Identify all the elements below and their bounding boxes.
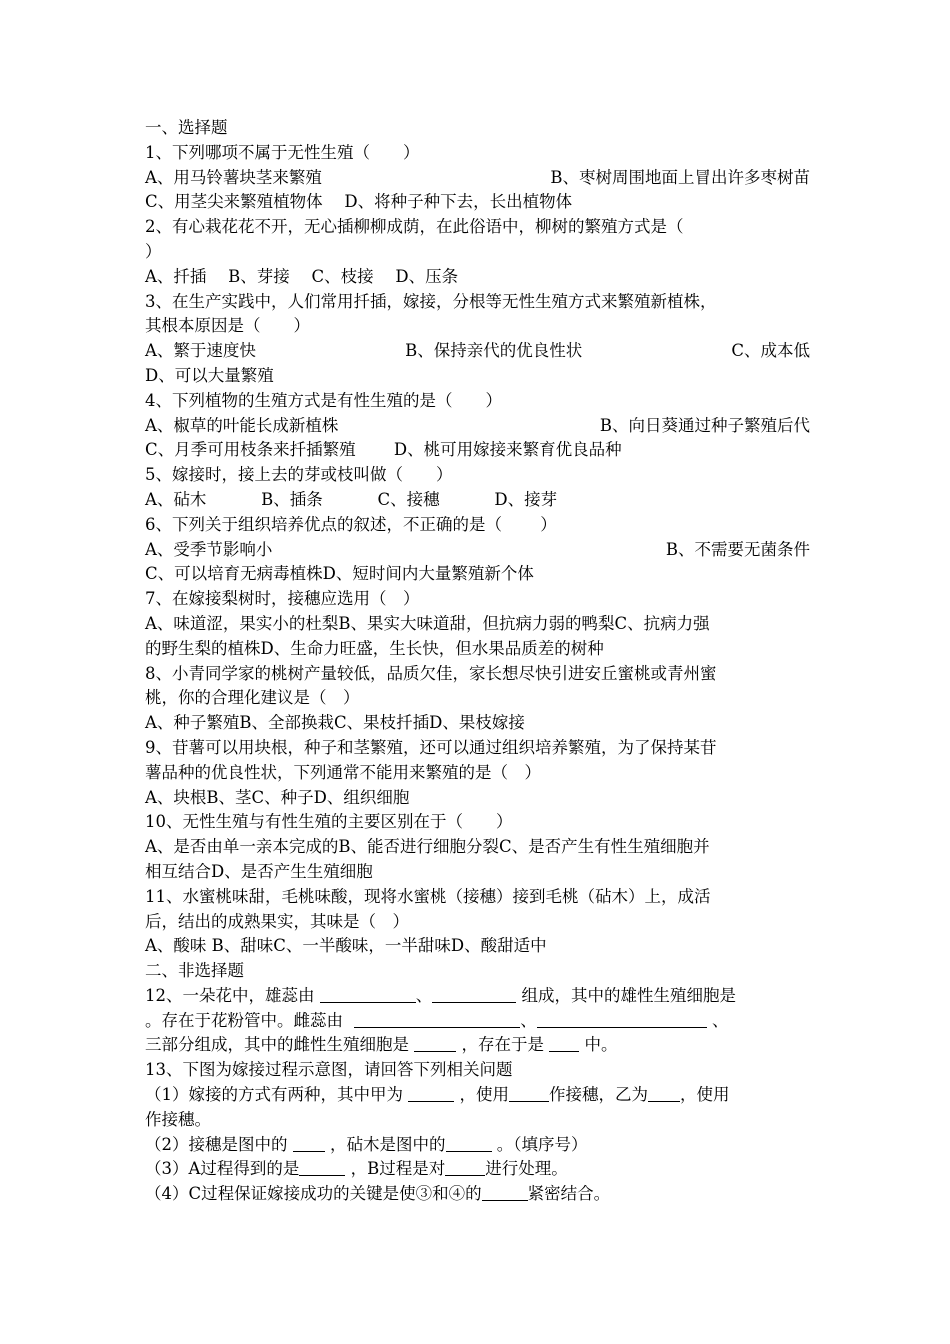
blank[interactable] — [482, 1184, 528, 1201]
text-line: 相互结合D、是否产生生殖细胞 — [145, 861, 373, 881]
option-text: B、枣树周围地面上冒出许多枣树苗 — [550, 167, 810, 187]
text-line: 1、下列哪项不属于无性生殖（ ） — [145, 142, 420, 162]
q13-text: （3）A过程得到的是 — [145, 1159, 300, 1179]
option-text: B、不需要无菌条件 — [665, 539, 810, 559]
q13-text: 紧密结合。 — [527, 1184, 611, 1204]
question-lines — [145, 116, 810, 984]
blank[interactable] — [648, 1085, 680, 1102]
q13-part-1-cont: 作接穗。 — [145, 1109, 211, 1129]
q12-text: 、 — [520, 1010, 537, 1030]
text-line: 9、苷薯可以用块根，种子和茎繁殖，还可以通过组织培养繁殖，为了保持某苷 — [145, 737, 717, 757]
q13-text: ，使用 — [680, 1085, 730, 1105]
blank[interactable] — [537, 1011, 707, 1028]
text-line: 二、非选择题 — [145, 961, 244, 981]
option-text: B、保持亲代的优良性状 — [405, 341, 583, 361]
text-line — [145, 339, 810, 364]
text-line: 5、嫁接时，接上去的芽或枝叫做（ ） — [145, 465, 453, 485]
blank[interactable] — [320, 986, 416, 1003]
option-text: A、受季节影响小 — [145, 539, 273, 559]
text-line: 7、在嫁接梨树时，接穗应选用（ ） — [145, 589, 420, 609]
q13-text: （1）嫁接的方式有两种，其中甲为 — [145, 1085, 409, 1105]
text-line: D、可以大量繁殖 — [145, 365, 274, 385]
blank[interactable] — [432, 986, 516, 1003]
text-line: 10、无性生殖与有性生殖的主要区别在于（ ） — [145, 812, 513, 832]
text-line: A、种子繁殖B、全部换栽C、果枝扦插D、果枝嫁接 — [145, 713, 525, 733]
q12-text: 三部分组成，其中的雌性生殖细胞是 — [145, 1035, 415, 1055]
text-line: A、块根B、茎C、种子D、组织细胞 — [145, 787, 410, 807]
blank[interactable] — [408, 1085, 454, 1102]
option-text: C、成本低 — [731, 341, 810, 361]
q12-text: 12、一朵花中，雄蕊由 — [145, 985, 320, 1005]
option-text: A、椒草的叶能长成新植株 — [145, 415, 339, 435]
q13-text: ，使用 — [454, 1085, 509, 1105]
blank[interactable] — [293, 1135, 325, 1152]
text-line: 8、小青同学家的桃树产量较低，品质欠佳，家长想尽快引进安丘蜜桃或青州蜜 — [145, 663, 717, 683]
blank[interactable] — [509, 1085, 549, 1102]
text-line: C、月季可用枝条来扦插繁殖 D、桃可用嫁接来繁育优良品种 — [145, 440, 622, 460]
text-line: 2、有心栽花花不开，无心插柳柳成荫，在此俗语中，柳树的繁殖方式是（ — [145, 217, 684, 237]
option-text: B、向日葵通过种子繁殖后代 — [599, 415, 810, 435]
q12-line-3 — [145, 1033, 810, 1058]
q13-part-3 — [145, 1157, 810, 1182]
text-line: 4、下列植物的生殖方式是有性生殖的是（ ） — [145, 390, 502, 410]
q13-text: ，B过程是对 — [345, 1159, 446, 1179]
text-line: 3、在生产实践中，人们常用扦插，嫁接，分根等无性生殖方式来繁殖新植株， — [145, 291, 717, 311]
text-line: A、扦插 B、芽接 C、枝接 D、压条 — [145, 266, 459, 286]
q13-title: 13、下图为嫁接过程示意图，请回答下列相关问题 — [145, 1060, 513, 1080]
q13-text: ，砧木是图中的 — [324, 1134, 446, 1154]
text-line: 薯品种的优良性状，下列通常不能用来繁殖的是（ ） — [145, 762, 541, 782]
q13-part-1 — [145, 1083, 810, 1108]
q13-part-4 — [145, 1182, 810, 1207]
blank[interactable] — [299, 1159, 345, 1176]
q12-text: 、 — [706, 1010, 729, 1030]
text-line: 6、下列关于组织培养优点的叙述，不正确的是（ ） — [145, 514, 557, 534]
text-line: 的野生梨的植株D、生命力旺盛，生长快，但水果品质差的树种 — [145, 638, 604, 658]
text-line — [145, 538, 810, 563]
q12-text: 中。 — [579, 1035, 618, 1055]
text-line — [145, 166, 810, 191]
q13-text: （2）接穗是图中的 — [145, 1134, 293, 1154]
q12-text: ，存在于是 — [456, 1035, 550, 1055]
q13-text: 进行处理。 — [485, 1159, 568, 1179]
q12-line-2 — [145, 1009, 810, 1034]
text-line: C、用茎尖来繁殖植物体 D、将种子种下去，长出植物体 — [145, 192, 573, 212]
text-line: 一、选择题 — [145, 118, 228, 137]
text-line: 11、水蜜桃味甜，毛桃味酸，现将水蜜桃（接穗）接到毛桃（砧木）上，成活 — [145, 886, 711, 906]
text-line: A、味道涩，果实小的杜梨B、果实大味道甜，但抗病力弱的鸭梨C、抗病力强 — [145, 613, 710, 633]
blank[interactable] — [414, 1035, 456, 1052]
q12-text: 、 — [415, 985, 433, 1005]
text-line: 后，结出的成熟果实，其味是（ ） — [145, 911, 409, 931]
option-text: A、繁于速度快 — [145, 341, 256, 361]
worksheet-page — [145, 116, 810, 1207]
text-line: A、砧木 B、插条 C、接穗 D、接芽 — [145, 489, 558, 509]
q13-part-2 — [145, 1133, 810, 1158]
text-line: A、酸味 B、甜味C、一半酸味，一半甜味D、酸甜适中 — [145, 936, 547, 956]
q12-text: 组成，其中的雄性生殖细胞是 — [516, 985, 736, 1005]
q13-text: 。（填序号） — [491, 1134, 588, 1154]
blank[interactable] — [446, 1135, 492, 1152]
text-line: A、是否由单一亲本完成的B、能否进行细胞分裂C、是否产生有性生殖细胞并 — [145, 837, 710, 857]
q13-text: （4）C过程保证嫁接成功的关键是使③和④的 — [145, 1184, 482, 1204]
text-line: 桃，你的合理化建议是（ ） — [145, 688, 360, 708]
blank[interactable] — [445, 1159, 485, 1176]
text-line: ） — [145, 241, 162, 261]
blank[interactable] — [549, 1035, 579, 1052]
q13-text: 作接穗，乙为 — [549, 1085, 648, 1105]
q12-line-1 — [145, 984, 810, 1009]
text-line: C、可以培育无病毒植株D、短时间内大量繁殖新个体 — [145, 564, 534, 584]
q12-text: 。存在于花粉管中。雌蕊由 — [145, 1010, 349, 1030]
text-line: 其根本原因是（ ） — [145, 316, 310, 336]
blank[interactable] — [354, 1011, 520, 1028]
option-text: A、用马铃薯块茎来繁殖 — [145, 167, 322, 187]
text-line — [145, 414, 810, 439]
